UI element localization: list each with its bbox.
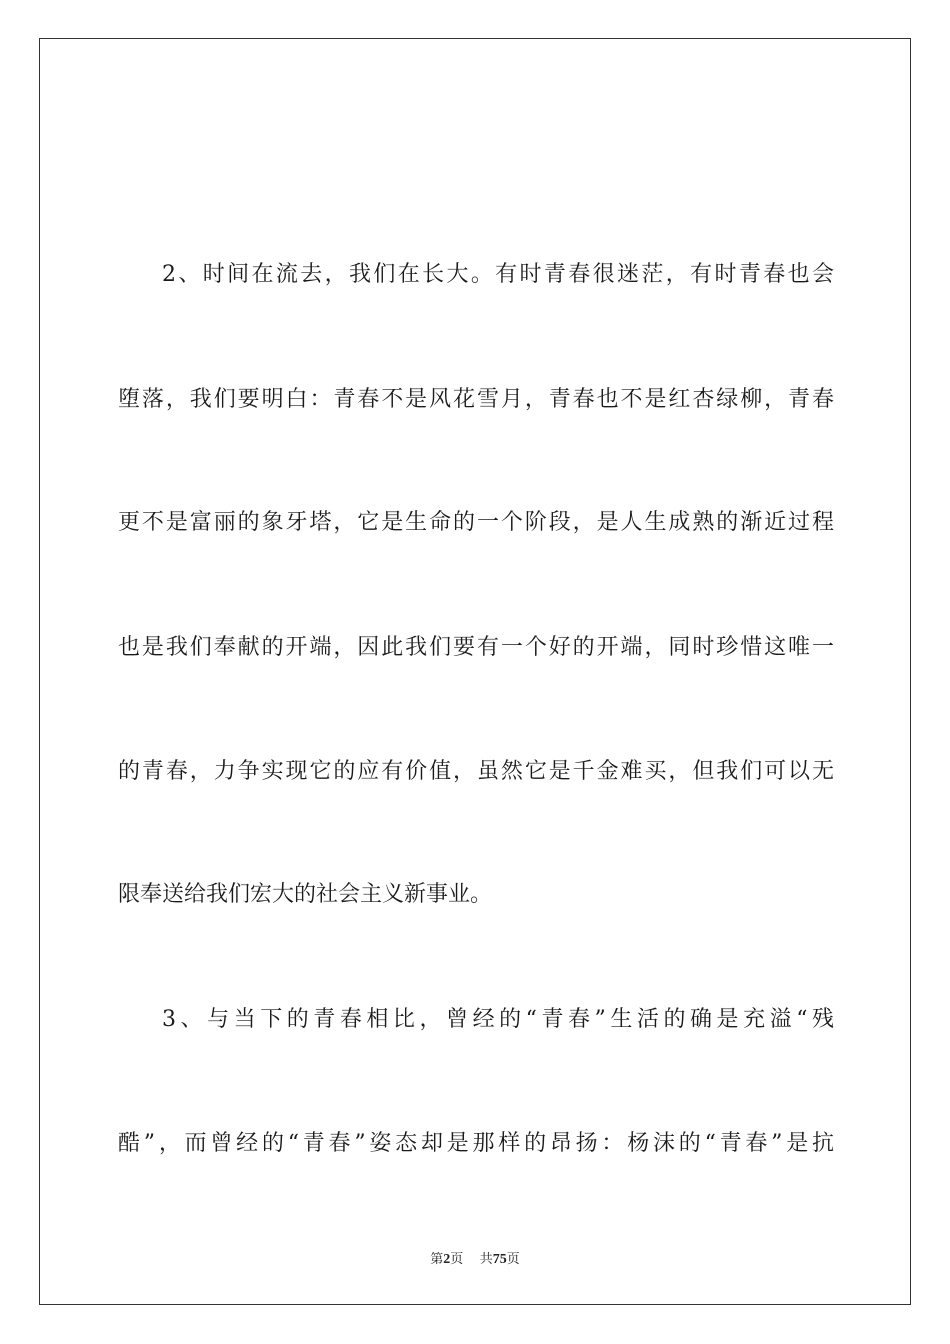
total-prefix: 共 [479,1252,493,1267]
text-line: 限奉送给我们宏大的社会主义新事业。 [118,882,493,907]
text-line: 的青春，力争实现它的应有价值，虽然它是千金难买，但我们可以无 [118,759,834,784]
page-prefix: 第 [430,1252,444,1267]
text-line: 也是我们奉献的开端，因此我们要有一个好的开端，同时珍惜这唯一 [118,635,834,660]
text-line: 3、与当下的青春相比，曾经的“青春”生活的确是充溢“残 [162,1007,834,1032]
total-pages: 75 [492,1252,507,1267]
text-line: 堕落，我们要明白：青春不是风花雪月，青春也不是红杏绿柳，青春 [118,387,834,412]
total-suffix: 页 [506,1252,520,1267]
page-footer [0,1248,950,1268]
text-line: 2、时间在流去，我们在长大。有时青春很迷茫，有时青春也会 [162,262,834,287]
page-border [39,38,911,1305]
page-suffix: 页 [450,1252,464,1267]
text-line: 酷”，而曾经的“青春”姿态却是那样的昂扬：杨沫的“青春”是抗 [118,1131,834,1156]
text-line: 更不是富丽的象牙塔，它是生命的一个阶段，是人生成熟的渐近过程 [118,510,834,535]
page-number: 2 [443,1252,451,1267]
